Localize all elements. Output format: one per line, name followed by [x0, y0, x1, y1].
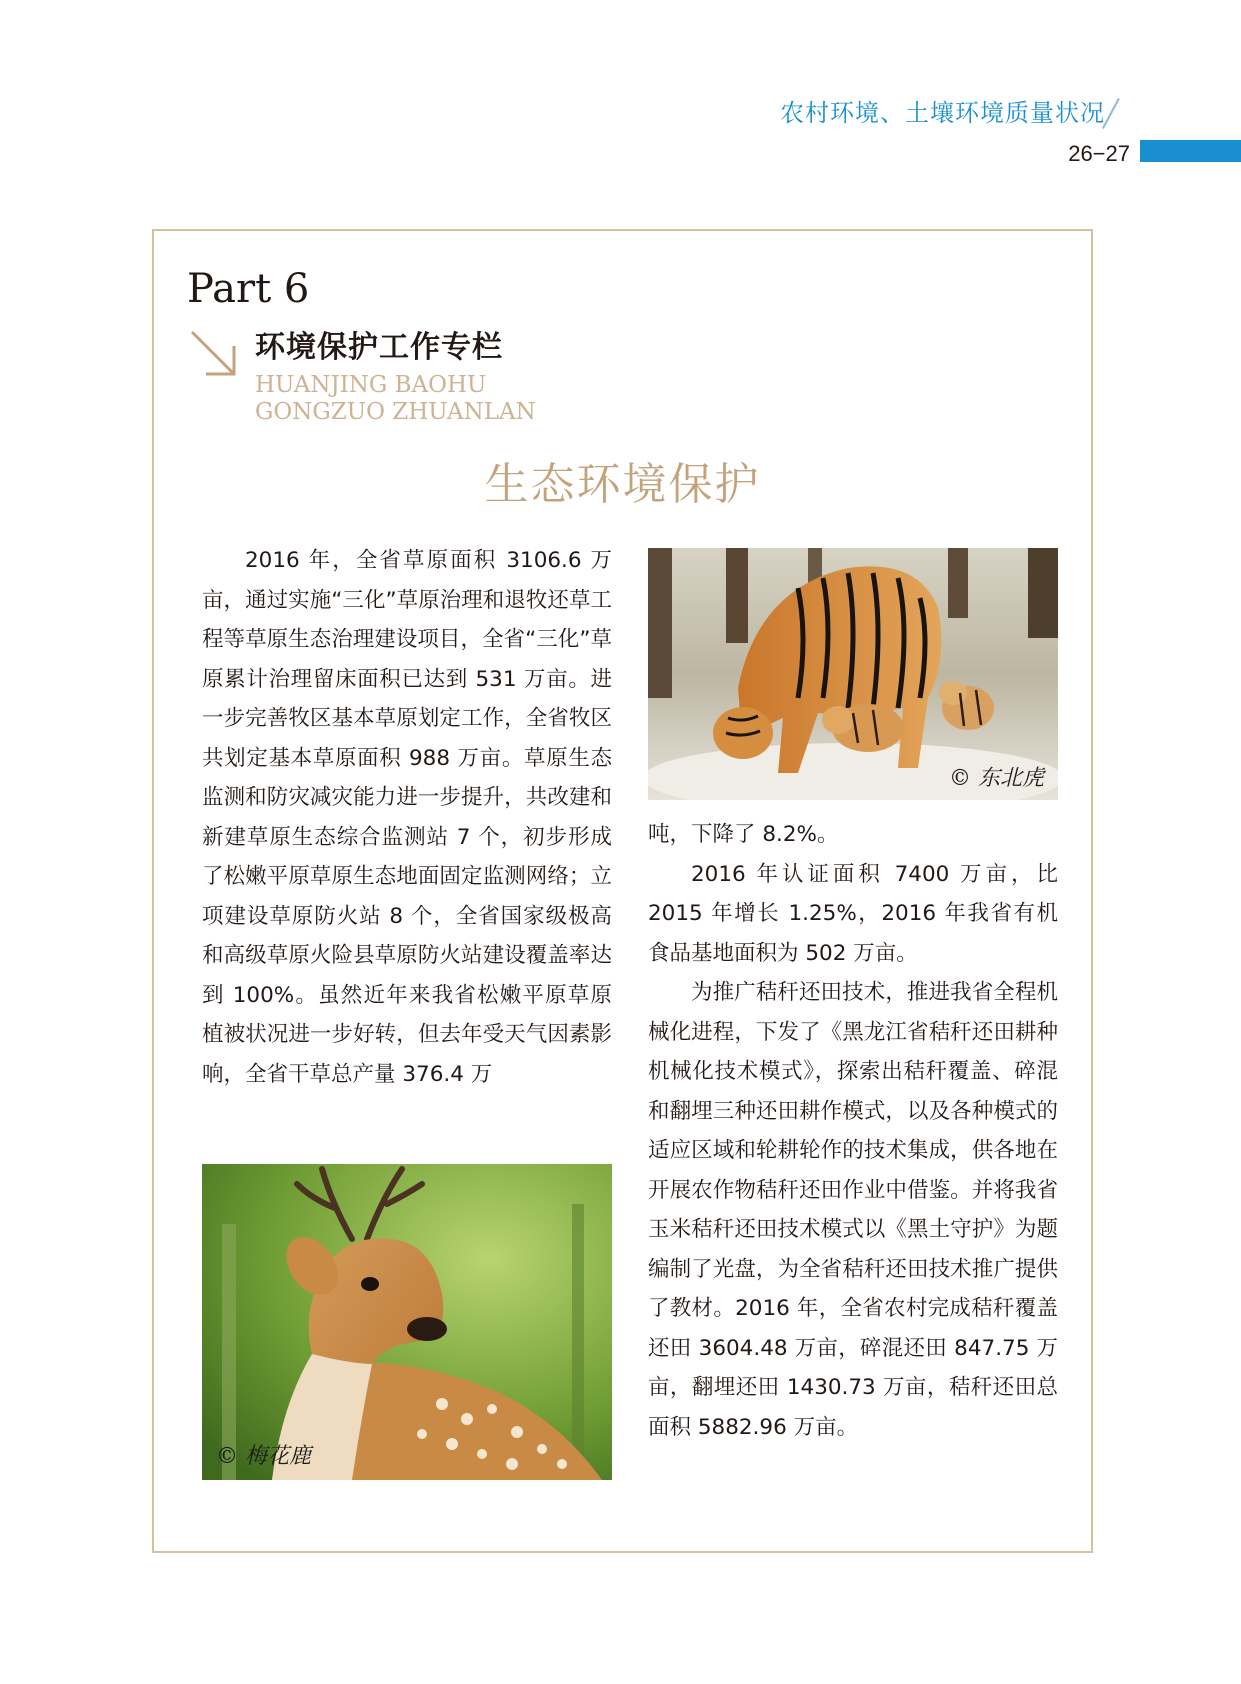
paragraph: 为推广秸秆还田技术，推进我省全程机械化进程，下发了《黑龙江省秸秆还田耕种机械化技术模式》，探索出秸秆覆盖、碎混和翻埋三种还田耕作模式，以及各种模式的适应区域和轮耕轮作的技术集成，供各地在开展农作物秸秆还田作业中借鉴。并将我省玉米秸秆还田技术模式以《黑土守护》为题编制了光盘，为全省秸秆还田技术推广提供了教材。2016 年，全省农村完成秸秆覆盖还田 3604.48 万亩，碎混还田 847.75 万亩，翻埋还田 1430.73 万亩，秸秆还田总面积 5882.96 万亩。 [648, 980, 1058, 1440]
paragraph: 2016 年，全省草原面积 3106.6 万亩，通过实施“三化”草原治理和退牧还草工程等草原生态治理建设项目，全省“三化”草原累计治理留床面积已达到 531 万亩。进一步完善牧区基本草原划定工作，全省牧区共划定基本草原面积 988 万亩。草原生态监测和防灾减灾能力进一步提升，共改建和新建草原生态综合监测站 7 个，初步形成了松嫩平原草原生态地面固定监测网络；立项建设草原防火站 8 个，全省国家级极高和高级草原火险县草原防火站建设覆盖率达到 100%。虽然近年来我省松嫩平原草原植被状况进一步好转，但去年受天气因素影响，全省干草总产量 376.4 万 [202, 548, 612, 1087]
tiger-caption: © 东北虎 [949, 766, 1044, 791]
right-column [648, 815, 1058, 1447]
arrow-down-right-icon [188, 328, 242, 382]
page-numbers: 26−27 [1068, 141, 1130, 166]
paragraph: 2016 年认证面积 7400 万亩，比 2015 年增长 1.25%，2016 年我省有机食品基地面积为 502 万亩。 [648, 861, 1058, 966]
deer-caption: © 梅花鹿 [216, 1444, 311, 1469]
article-title: 生态环境保护 [484, 459, 761, 510]
section-title-en-line2: GONGZUO ZHUANLAN [255, 399, 536, 425]
tiger-photo [648, 548, 1058, 800]
left-column [202, 541, 612, 1094]
part-label: Part 6 [187, 266, 310, 312]
section-title-cn: 环境保护工作专栏 [255, 330, 503, 365]
deer-photo [202, 1164, 612, 1480]
paragraph: 吨，下降了 8.2%。 [648, 822, 839, 847]
section-title-en-line1: HUANJING BAOHU [255, 372, 487, 398]
chapter-title: 农村环境、土壤环境质量状况 [780, 99, 1105, 127]
page-tab-bar [1140, 140, 1241, 162]
